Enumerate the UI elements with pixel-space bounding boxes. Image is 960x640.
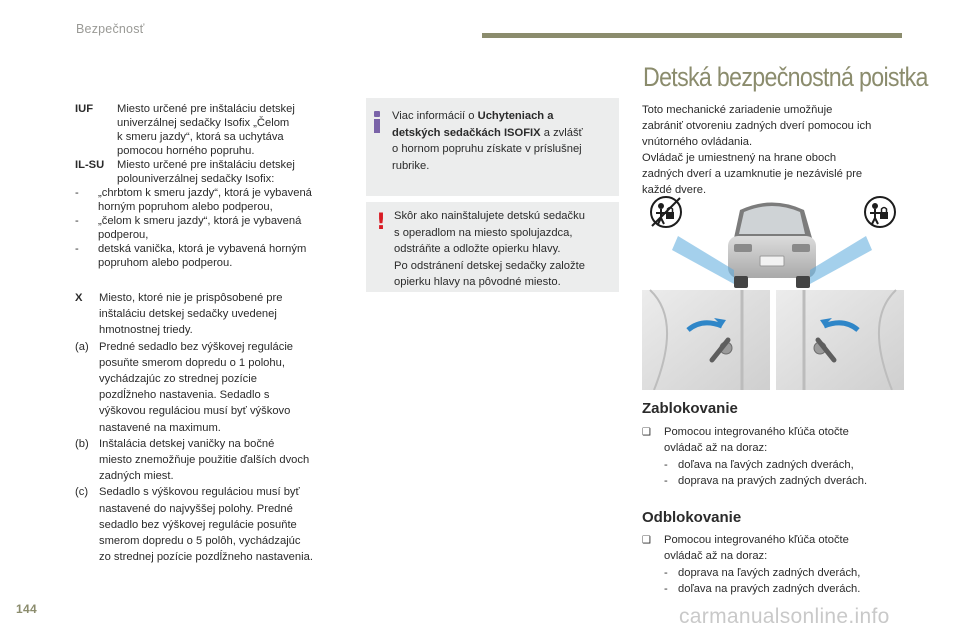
watermark: carmanualsonline.info bbox=[679, 605, 890, 628]
def-line: polouniverzálnej sedačky Isofix: bbox=[117, 173, 275, 185]
info-text: rubrike. bbox=[392, 159, 430, 172]
note-term: X bbox=[75, 292, 83, 304]
step-line: Pomocou integrovaného kľúča otočte bbox=[664, 426, 849, 438]
warning-box bbox=[366, 202, 619, 292]
intro-line: Toto mechanické zariadenie umožňuje bbox=[642, 104, 833, 116]
dash-item: doľava na ľavých zadných dverách, bbox=[678, 458, 854, 471]
note-line: posuňte smerom dopredu o 1 polohu, bbox=[99, 356, 285, 369]
step-line: ovládač až na doraz: bbox=[664, 550, 768, 563]
dash-item: doprava na pravých zadných dverách. bbox=[678, 475, 868, 488]
warning-line: Po odstránení detskej sedačky založte bbox=[394, 259, 585, 272]
bullet-item: - „čelom k smeru jazdy“, ktorá je vybavená podperou, bbox=[75, 214, 347, 242]
warning-line: odstráňte a odložte opierku hlavy. bbox=[394, 243, 561, 255]
right-door-lock-panel bbox=[776, 290, 904, 390]
note-line: sedadlo bez výškovej regulácie posuňte bbox=[99, 518, 297, 531]
bullet-line: horným popruhom alebo podperou, bbox=[98, 201, 273, 213]
bullet-item: - „chrbtom k smeru jazdy“, ktorá je vybavená horným popruhom alebo podperou, bbox=[75, 186, 347, 214]
note-x bbox=[75, 290, 347, 339]
car-rear-icon bbox=[728, 203, 816, 289]
note-line: smerom dopredu o 5 polôh, vychádzajúc bbox=[99, 535, 301, 548]
intro-line: každé dvere. bbox=[642, 184, 707, 196]
def-line: Miesto určené pre inštaláciu detskej bbox=[117, 103, 295, 115]
checkbox-icon: ❑ bbox=[642, 427, 651, 438]
page-number: 144 bbox=[16, 602, 37, 616]
note-line: Sedadlo s výškovou reguláciou musí byť bbox=[99, 486, 300, 499]
unlock-heading: Odblokovanie bbox=[642, 509, 742, 526]
info-text: Viac informácií o bbox=[392, 110, 478, 122]
note-line: hmotnostnej triedy. bbox=[99, 324, 193, 337]
unlock-steps: ❑ Pomocou integrovaného kľúča otočte ovládač až na doraz: - doprava na ľavých zadných dverách, - doľava na pravých zadných dverách. bbox=[642, 532, 904, 598]
bullet-line: „chrbtom k smeru jazdy“, ktorá je vybavená bbox=[98, 187, 312, 199]
def-il-su bbox=[75, 158, 347, 186]
step-line: Pomocou integrovaného kľúča otočte bbox=[664, 534, 849, 546]
def-line: pomocou horného popruhu. bbox=[117, 145, 255, 157]
info-icon bbox=[373, 111, 380, 131]
def-line: univerzálnej sedačky Isofix „Čelom bbox=[117, 117, 290, 129]
child-lock-illustration bbox=[642, 190, 904, 390]
info-text: o hornom popruhu získate v príslušnej bbox=[392, 143, 582, 155]
note-line: nastavené na maximum. bbox=[99, 421, 221, 434]
left-door-lock-panel bbox=[642, 290, 770, 390]
note-line: Inštalácia detskej vaničky na bočné bbox=[99, 437, 275, 450]
info-text-bold: Uchyteniach a bbox=[477, 110, 554, 122]
intro-line: Ovládač je umiestnený na hrane oboch bbox=[642, 152, 837, 164]
bullet-line: detská vanička, ktorá je vybavená horným bbox=[98, 243, 307, 255]
page-title: Detská bezpečnostná poistka bbox=[643, 62, 928, 92]
warning-line: opierku hlavy na pôvodné miesto. bbox=[394, 276, 561, 288]
seat-notes bbox=[75, 290, 347, 565]
def-term: IUF bbox=[75, 103, 94, 115]
note-line: pozdĺžneho nastavenia. Sedadlo s bbox=[99, 389, 270, 402]
intro-line: vnútorného ovládania. bbox=[642, 136, 753, 148]
note-line: výškovou reguláciou musí byť výškovo bbox=[99, 405, 291, 418]
info-text: a zvlášť bbox=[540, 126, 583, 139]
note-a bbox=[75, 339, 347, 436]
note-line: inštaláciu detskej sedačky uvedenej bbox=[99, 308, 277, 321]
def-line: Miesto určené pre inštaláciu detskej bbox=[117, 159, 295, 171]
note-term: (a) bbox=[75, 340, 89, 353]
intro-line: zabrániť otvoreniu zadných dverí pomocou ich bbox=[642, 120, 872, 132]
intro-line: zadných dverí a uzamknutie je nezávislé pre bbox=[642, 168, 863, 180]
warning-line: s operadlom na miesto spolujazdca, bbox=[394, 226, 573, 239]
note-line: Predné sedadlo bez výškovej regulácie bbox=[99, 340, 294, 353]
note-c bbox=[75, 484, 347, 565]
info-text-bold: detských sedačkách ISOFIX bbox=[392, 126, 541, 139]
note-b bbox=[75, 436, 347, 485]
warning-icon: ! bbox=[376, 210, 387, 235]
intro-paragraph bbox=[642, 102, 904, 198]
note-line: Miesto, ktoré nie je prispôsobené pre bbox=[99, 292, 283, 304]
note-line: zo strednej pozície pozdĺžneho nastavenia. bbox=[99, 551, 313, 564]
bullet-line: podperou, bbox=[98, 229, 149, 241]
note-term: (b) bbox=[75, 437, 89, 450]
bullet-item: - detská vanička, ktorá je vybavená horným popruhom alebo podperou. bbox=[75, 242, 347, 270]
lock-heading: Zablokovanie bbox=[642, 400, 738, 417]
def-term: IL-SU bbox=[75, 159, 105, 171]
dash-item: doľava na pravých zadných dverách. bbox=[678, 583, 861, 596]
section-header: Bezpečnosť bbox=[76, 22, 145, 36]
note-term: (c) bbox=[75, 486, 89, 499]
step-line: ovládač až na doraz: bbox=[664, 442, 768, 455]
note-line: nastavené do najvyššej polohy. Predné bbox=[99, 502, 293, 515]
header-rule bbox=[482, 33, 902, 38]
isofix-legend bbox=[75, 102, 347, 270]
dash-item: doprava na ľavých zadných dverách, bbox=[678, 566, 861, 579]
lock-steps: ❑ Pomocou integrovaného kľúča otočte ovládač až na doraz: - doľava na ľavých zadných dverách, - doprava na pravých zadných dverách. bbox=[642, 424, 904, 490]
bullet-line: popruhom alebo podperou. bbox=[98, 257, 233, 269]
child-lock-right-icon bbox=[865, 197, 895, 227]
note-line: miesto znemožňuje použitie ďalších dvoch bbox=[99, 454, 310, 467]
checkbox-icon: ❑ bbox=[642, 535, 651, 546]
warning-line: Skôr ako nainštalujete detskú sedačku bbox=[394, 210, 585, 222]
bullet-line: „čelom k smeru jazdy“, ktorá je vybavená bbox=[98, 215, 302, 227]
info-box bbox=[366, 98, 619, 196]
child-lock-left-icon bbox=[651, 197, 681, 227]
def-line: k smeru jazdy“, ktorá sa uchytáva bbox=[117, 131, 284, 143]
def-iuf bbox=[75, 102, 347, 158]
note-line: vychádzajúc zo strednej pozície bbox=[99, 373, 257, 386]
note-line: zadných miest. bbox=[99, 470, 174, 483]
